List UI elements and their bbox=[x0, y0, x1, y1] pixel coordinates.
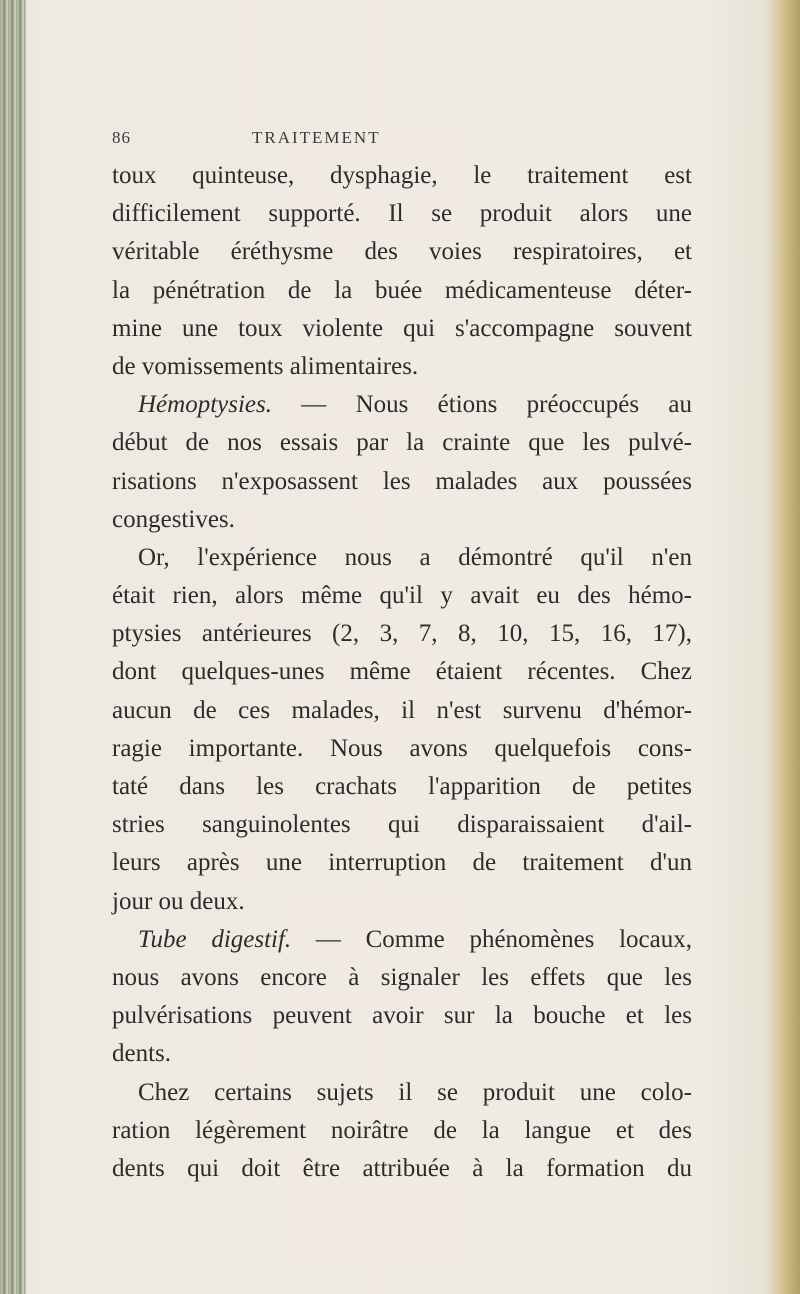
text-line: ragie importante. Nous avons quelquefois cons- bbox=[112, 734, 692, 762]
text-line: difficilement supporté. Il se produit alors une bbox=[112, 200, 692, 228]
text-line: toux quinteuse, dysphagie, le traitement est bbox=[112, 162, 692, 189]
text-line: la pénétration de la buée médicamenteuse déter- bbox=[112, 276, 692, 304]
text-line: véritable éréthysme des voies respiratoires, et bbox=[112, 238, 692, 266]
body-text bbox=[112, 157, 692, 1188]
text-line: dont quelques-unes même étaient récentes. Chez bbox=[112, 658, 692, 686]
text-line: congestives. bbox=[112, 505, 235, 533]
text-line: jour ou deux. bbox=[112, 887, 245, 915]
text-line: était rien, alors même qu'il y avait eu des hémo- bbox=[112, 582, 692, 610]
text-line: de vomissements alimentaires. bbox=[112, 352, 419, 380]
text-line: leurs après une interruption de traitement d'un bbox=[112, 849, 692, 877]
page-number: 86 bbox=[112, 128, 131, 147]
text-line: stries sanguinolentes qui disparaissaient d'ail- bbox=[112, 811, 692, 839]
text-line: nous avons encore à signaler les effets que les bbox=[112, 963, 692, 991]
running-title: TRAITEMENT bbox=[252, 128, 381, 147]
text-line: risations n'exposassent les malades aux poussées bbox=[112, 467, 692, 495]
text-line: ptysies antérieures (2, 3, 7, 8, 10, 15, 16, 17), bbox=[112, 620, 692, 648]
section-heading-hemoptysies: Hémoptysies. bbox=[138, 391, 272, 419]
text-line: pulvérisations peuvent avoir sur la bouche et les bbox=[112, 1002, 692, 1030]
text-line: aucun de ces malades, il n'est survenu d'hémor- bbox=[112, 696, 692, 724]
page-header bbox=[112, 128, 672, 154]
section-heading-tube-digestif: Tube digestif. bbox=[138, 925, 292, 953]
section-heading-rest: — Nous étions préoccupés au bbox=[272, 391, 692, 419]
text-line: mine une toux violente qui s'accompagne souvent bbox=[112, 314, 692, 342]
text-line: taté dans les crachats l'apparition de petites bbox=[112, 773, 692, 800]
section-heading-line bbox=[112, 386, 692, 424]
section-heading-line bbox=[112, 921, 692, 959]
text-line: Chez certains sujets il se produit une colo- bbox=[138, 1078, 692, 1106]
section-heading-rest: — Comme phénomènes locaux, bbox=[291, 925, 693, 953]
text-line: Or, l'expérience nous a démontré qu'il n'en bbox=[138, 543, 692, 571]
text-line: début de nos essais par la crainte que les pulvé- bbox=[112, 429, 692, 457]
left-binding-edge bbox=[0, 0, 26, 1294]
text-line: dents qui doit être attribuée à la formation du bbox=[112, 1154, 692, 1182]
right-page-edge bbox=[766, 0, 800, 1294]
text-line: dents. bbox=[112, 1040, 172, 1068]
text-line: ration légèrement noirâtre de la langue et des bbox=[112, 1116, 692, 1144]
